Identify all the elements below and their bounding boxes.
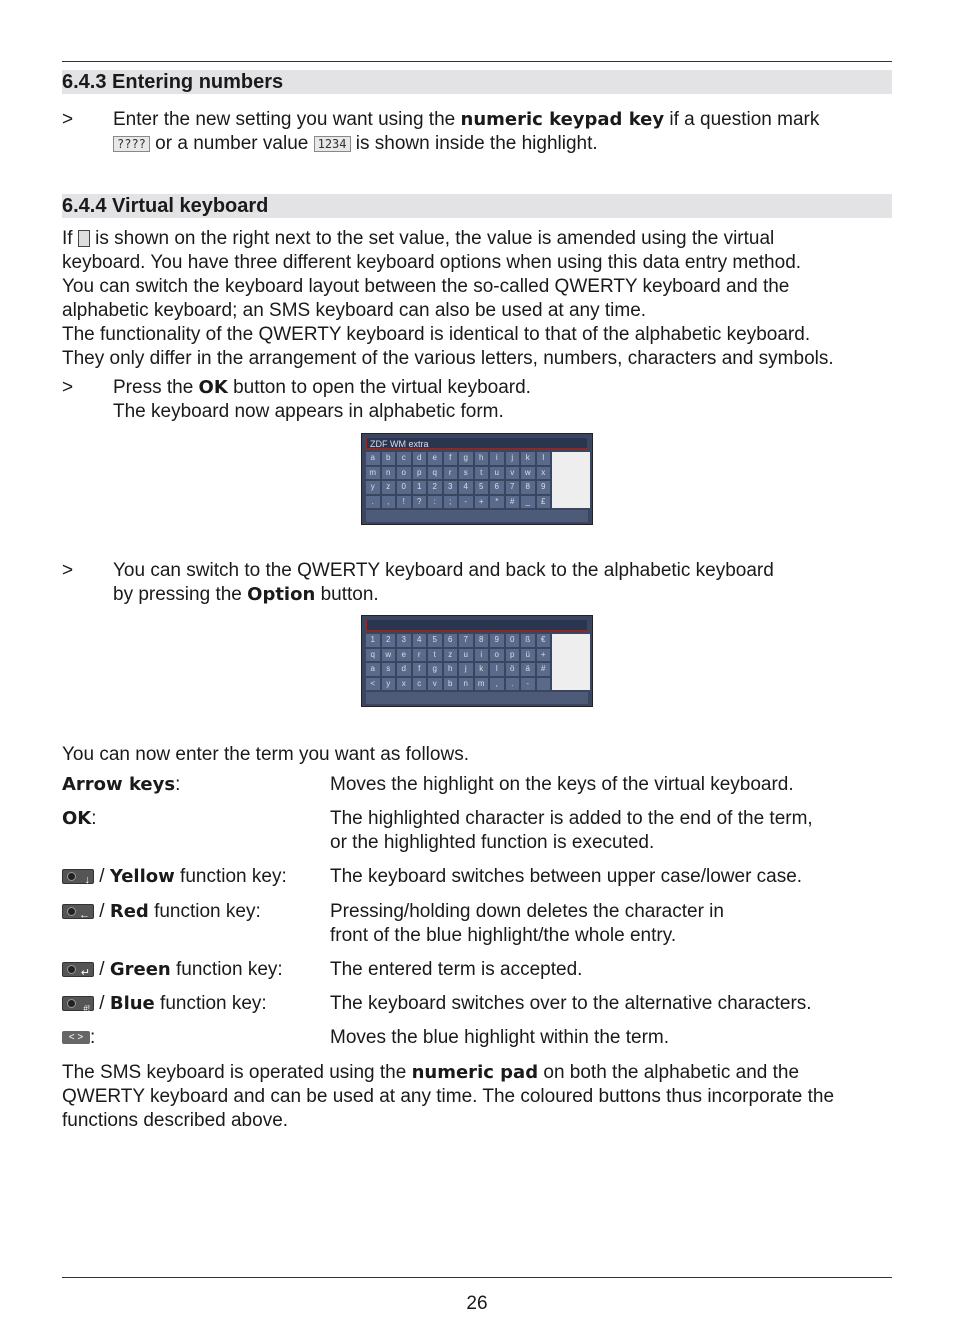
- virtual-key: e: [428, 452, 442, 465]
- virtual-key: t: [475, 467, 489, 480]
- virtual-key: b: [382, 452, 396, 465]
- step-option: by pressing the Option button.: [113, 584, 379, 605]
- virtual-key: 0: [506, 634, 520, 647]
- text-line: You can switch the keyboard layout between the so-called QWERTY keyboard and the: [62, 276, 790, 297]
- term-red: ← / Red function key:: [62, 900, 261, 924]
- virtual-key: ß: [521, 634, 535, 647]
- virtual-key: s: [459, 467, 473, 480]
- bullet: >: [62, 109, 74, 130]
- virtual-key: o: [397, 467, 411, 480]
- virtual-key: -: [521, 678, 535, 691]
- virtual-key: p: [413, 467, 427, 480]
- virtual-key: j: [459, 663, 473, 676]
- question-mark-value-icon: ????: [113, 136, 150, 152]
- virtual-key: 7: [459, 634, 473, 647]
- virtual-key: ?: [413, 496, 427, 509]
- virtual-key: 1: [413, 481, 427, 494]
- virtual-key: f: [444, 452, 458, 465]
- virtual-key: n: [459, 678, 473, 691]
- virtual-key: z: [382, 481, 396, 494]
- virtual-key: y: [382, 678, 396, 691]
- description: The keyboard switches between upper case/lower case.: [330, 866, 803, 887]
- virtual-key: _: [521, 496, 535, 509]
- virtual-key: £: [537, 496, 551, 509]
- virtual-key: #: [537, 663, 551, 676]
- virtual-key: ;: [444, 496, 458, 509]
- description: Moves the blue highlight within the term.: [330, 1027, 670, 1048]
- virtual-key: ä: [521, 663, 535, 676]
- virtual-key: ,: [382, 496, 396, 509]
- function-keys-panel: [552, 452, 590, 508]
- section-heading-virtual-keyboard: 6.4.4 Virtual keyboard: [62, 194, 892, 218]
- virtual-key: -: [459, 496, 473, 509]
- virtual-key: c: [397, 452, 411, 465]
- virtual-key: w: [521, 467, 535, 480]
- virtual-key: 8: [475, 634, 489, 647]
- bullet: >: [62, 560, 74, 581]
- virtual-key: €: [537, 634, 551, 647]
- number-value-icon: 1234: [314, 136, 351, 152]
- virtual-key: ü: [521, 649, 535, 662]
- virtual-key: g: [459, 452, 473, 465]
- virtual-key: h: [475, 452, 489, 465]
- virtual-key: i: [475, 649, 489, 662]
- input-field: ZDF WM extra: [366, 437, 588, 449]
- virtual-key: <: [366, 678, 380, 691]
- virtual-key: v: [428, 678, 442, 691]
- virtual-key: 7: [506, 481, 520, 494]
- text-line: keyboard. You have three different keyboard options when using this data entry method.: [62, 252, 802, 273]
- paragraph: Enter the new setting you want using the numeric keypad key if a question mark: [113, 109, 820, 130]
- virtual-key: l: [490, 663, 504, 676]
- virtual-key: j: [506, 452, 520, 465]
- virtual-key: x: [397, 678, 411, 691]
- virtual-key: [537, 678, 551, 691]
- virtual-key: f: [413, 663, 427, 676]
- virtual-key: +: [537, 649, 551, 662]
- text-line: You can now enter the term you want as follows.: [62, 744, 469, 765]
- virtual-key: a: [366, 663, 380, 676]
- virtual-key: 6: [490, 481, 504, 494]
- virtual-key: 2: [428, 481, 442, 494]
- virtual-key: s: [382, 663, 396, 676]
- term-arrow-keys: Arrow keys:: [62, 774, 181, 795]
- input-field: [366, 619, 588, 631]
- virtual-key: 2: [382, 634, 396, 647]
- bottom-bar: [366, 510, 588, 522]
- virtual-key: l: [537, 452, 551, 465]
- virtual-key: u: [490, 467, 504, 480]
- function-keys-panel: [552, 634, 590, 690]
- virtual-key: z: [444, 649, 458, 662]
- description: Pressing/holding down deletes the character in: [330, 901, 724, 922]
- virtual-key: x: [537, 467, 551, 480]
- virtual-key: .: [366, 496, 380, 509]
- virtual-key: 4: [413, 634, 427, 647]
- keyboard-icon: [78, 230, 90, 247]
- virtual-key: :: [428, 496, 442, 509]
- bottom-rule: [62, 1277, 892, 1278]
- virtual-key: k: [475, 663, 489, 676]
- text-line: QWERTY keyboard and can be used at any time. The coloured buttons thus incorporate the: [62, 1086, 835, 1107]
- virtual-key: +: [475, 496, 489, 509]
- page-number: 26: [466, 1293, 488, 1314]
- term-blue: #! / Blue function key:: [62, 992, 267, 1016]
- description: Moves the highlight on the keys of the virtual keyboard.: [330, 774, 794, 795]
- virtual-key: o: [490, 649, 504, 662]
- step-press-ok: Press the OK button to open the virtual keyboard.: [113, 377, 531, 398]
- green-key-icon: ↵: [62, 962, 94, 977]
- virtual-key: 4: [459, 481, 473, 494]
- description: front of the blue highlight/the whole entry.: [330, 925, 677, 946]
- virtual-key: 9: [490, 634, 504, 647]
- paragraph: If is shown on the right next to the set value, the value is amended using the virtual: [62, 228, 775, 249]
- virtual-key: i: [490, 452, 504, 465]
- virtual-key: y: [366, 481, 380, 494]
- virtual-key: h: [444, 663, 458, 676]
- text-line: The keyboard now appears in alphabetic form.: [113, 401, 504, 422]
- virtual-key: ,: [490, 678, 504, 691]
- description: The keyboard switches over to the alternative characters.: [330, 993, 812, 1014]
- virtual-key: u: [459, 649, 473, 662]
- description: or the highlighted function is executed.: [330, 832, 655, 853]
- virtual-key: b: [444, 678, 458, 691]
- virtual-key: d: [397, 663, 411, 676]
- text-line: The functionality of the QWERTY keyboard is identical to that of the alphabetic keyboard.: [62, 324, 811, 345]
- virtual-key: ö: [506, 663, 520, 676]
- yellow-key-icon: ↓: [62, 869, 94, 884]
- virtual-key: r: [444, 467, 458, 480]
- alphabetic-keyboard-screenshot: [361, 433, 593, 525]
- virtual-key: *: [490, 496, 504, 509]
- term-arrows: < > :: [62, 1026, 95, 1050]
- virtual-key: 5: [475, 481, 489, 494]
- virtual-key: e: [397, 649, 411, 662]
- paragraph: ???? or a number value 1234 is shown inside the highlight.: [113, 132, 893, 156]
- virtual-key: t: [428, 649, 442, 662]
- virtual-key: #: [506, 496, 520, 509]
- virtual-key: k: [521, 452, 535, 465]
- red-key-icon: ←: [62, 904, 94, 919]
- text-line: They only differ in the arrangement of the various letters, numbers, characters and symbols.: [62, 348, 834, 369]
- virtual-key: w: [382, 649, 396, 662]
- virtual-key: p: [506, 649, 520, 662]
- virtual-key: 3: [444, 481, 458, 494]
- term-yellow: ↓ / Yellow function key:: [62, 865, 287, 889]
- text-line: alphabetic keyboard; an SMS keyboard can also be used at any time.: [62, 300, 647, 321]
- description: The entered term is accepted.: [330, 959, 583, 980]
- top-rule: [62, 61, 892, 62]
- bottom-bar: [366, 692, 588, 704]
- virtual-key: 1: [366, 634, 380, 647]
- bullet: >: [62, 377, 74, 398]
- virtual-key: !: [397, 496, 411, 509]
- term-ok: OK:: [62, 808, 97, 829]
- virtual-key: 3: [397, 634, 411, 647]
- virtual-key: q: [428, 467, 442, 480]
- left-right-arrows-icon: < >: [62, 1031, 90, 1044]
- key-grid: [366, 634, 550, 690]
- virtual-key: n: [382, 467, 396, 480]
- virtual-key: 0: [397, 481, 411, 494]
- virtual-key: 6: [444, 634, 458, 647]
- virtual-key: r: [413, 649, 427, 662]
- text-line: You can switch to the QWERTY keyboard and back to the alphabetic keyboard: [113, 560, 774, 581]
- qwerty-keyboard-screenshot: [361, 615, 593, 707]
- paragraph: The SMS keyboard is operated using the numeric pad on both the alphabetic and the: [62, 1062, 800, 1083]
- virtual-key: g: [428, 663, 442, 676]
- virtual-key: m: [366, 467, 380, 480]
- virtual-key: d: [413, 452, 427, 465]
- term-green: ↵ / Green function key:: [62, 958, 283, 982]
- key-grid: [366, 452, 550, 508]
- virtual-key: 5: [428, 634, 442, 647]
- description: The highlighted character is added to the end of the term,: [330, 808, 813, 829]
- virtual-key: a: [366, 452, 380, 465]
- virtual-key: v: [506, 467, 520, 480]
- virtual-key: q: [366, 649, 380, 662]
- virtual-key: .: [506, 678, 520, 691]
- blue-key-icon: #!: [62, 996, 94, 1011]
- section-heading-entering-numbers: 6.4.3 Entering numbers: [62, 70, 892, 94]
- virtual-key: m: [475, 678, 489, 691]
- text-line: functions described above.: [62, 1110, 289, 1131]
- virtual-key: 8: [521, 481, 535, 494]
- virtual-key: 9: [537, 481, 551, 494]
- virtual-key: c: [413, 678, 427, 691]
